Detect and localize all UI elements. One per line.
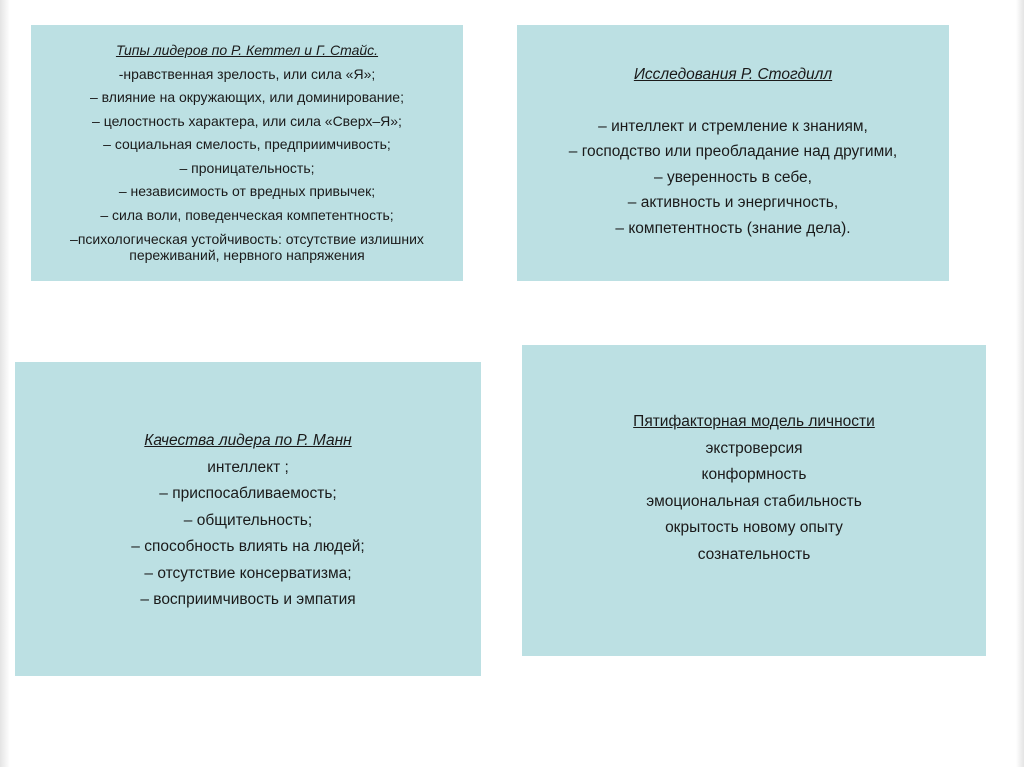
list-item: –психологическая устойчивость: отсутствие излишних переживаний, нервного напряжения [70, 231, 424, 263]
list-item: интеллект ; [207, 458, 289, 476]
list-item: – независимость от вредных привычек; [118, 183, 376, 199]
list-item: – компетентность (знание дела). [615, 219, 851, 237]
list-item: – социальная смелость, предприимчивость; [103, 136, 391, 152]
list-item: – целостность характера, или сила «Сверх–Я»; [92, 112, 402, 129]
list-item: – приспосабливаемость; [159, 485, 337, 502]
list-item: – активность и энергичность, [627, 194, 839, 211]
list-item: – уверенность в себе, [654, 168, 812, 186]
card-title: Пятифакторная модель личности [633, 413, 875, 430]
list-item: – восприимчивость и эмпатия [140, 591, 356, 608]
list-item: эмоциональная стабильность [646, 492, 862, 510]
list-item: – господство или преобладание над другими, [568, 143, 898, 160]
slide-right-edge [1016, 0, 1024, 767]
list-item: – отсутствие консерватизма; [144, 564, 352, 582]
card-title: Исследования Р. Стогдилл [633, 66, 833, 83]
list-item: окрытость новому опыту [665, 519, 843, 536]
list-item: экстроверсия [705, 439, 803, 457]
list-item: конформность [701, 466, 807, 483]
card-mann [15, 362, 481, 676]
list-item: сознательность [697, 545, 811, 563]
slide-left-edge [0, 0, 10, 767]
card-title: Качества лидера по Р. Манн [144, 432, 352, 449]
list-item: -нравственная зрелость, или сила «Я»; [118, 65, 376, 82]
card-five-factor-model [522, 345, 986, 656]
list-item: – интеллект и стремление к знаниям, [598, 117, 868, 135]
list-item: – сила воли, поведенческая компетентность; [100, 206, 394, 223]
list-item: – проницательность; [179, 159, 315, 176]
list-item: – общительность; [183, 511, 313, 529]
card-title: Типы лидеров по Р. Кеттел и Г. Стайс. [115, 42, 379, 58]
card-stogdill [517, 25, 949, 281]
card-cattell-stice [31, 25, 463, 281]
list-item: – способность влиять на людей; [131, 538, 365, 555]
list-item: – влияние на окружающих, или доминирование; [90, 89, 404, 105]
